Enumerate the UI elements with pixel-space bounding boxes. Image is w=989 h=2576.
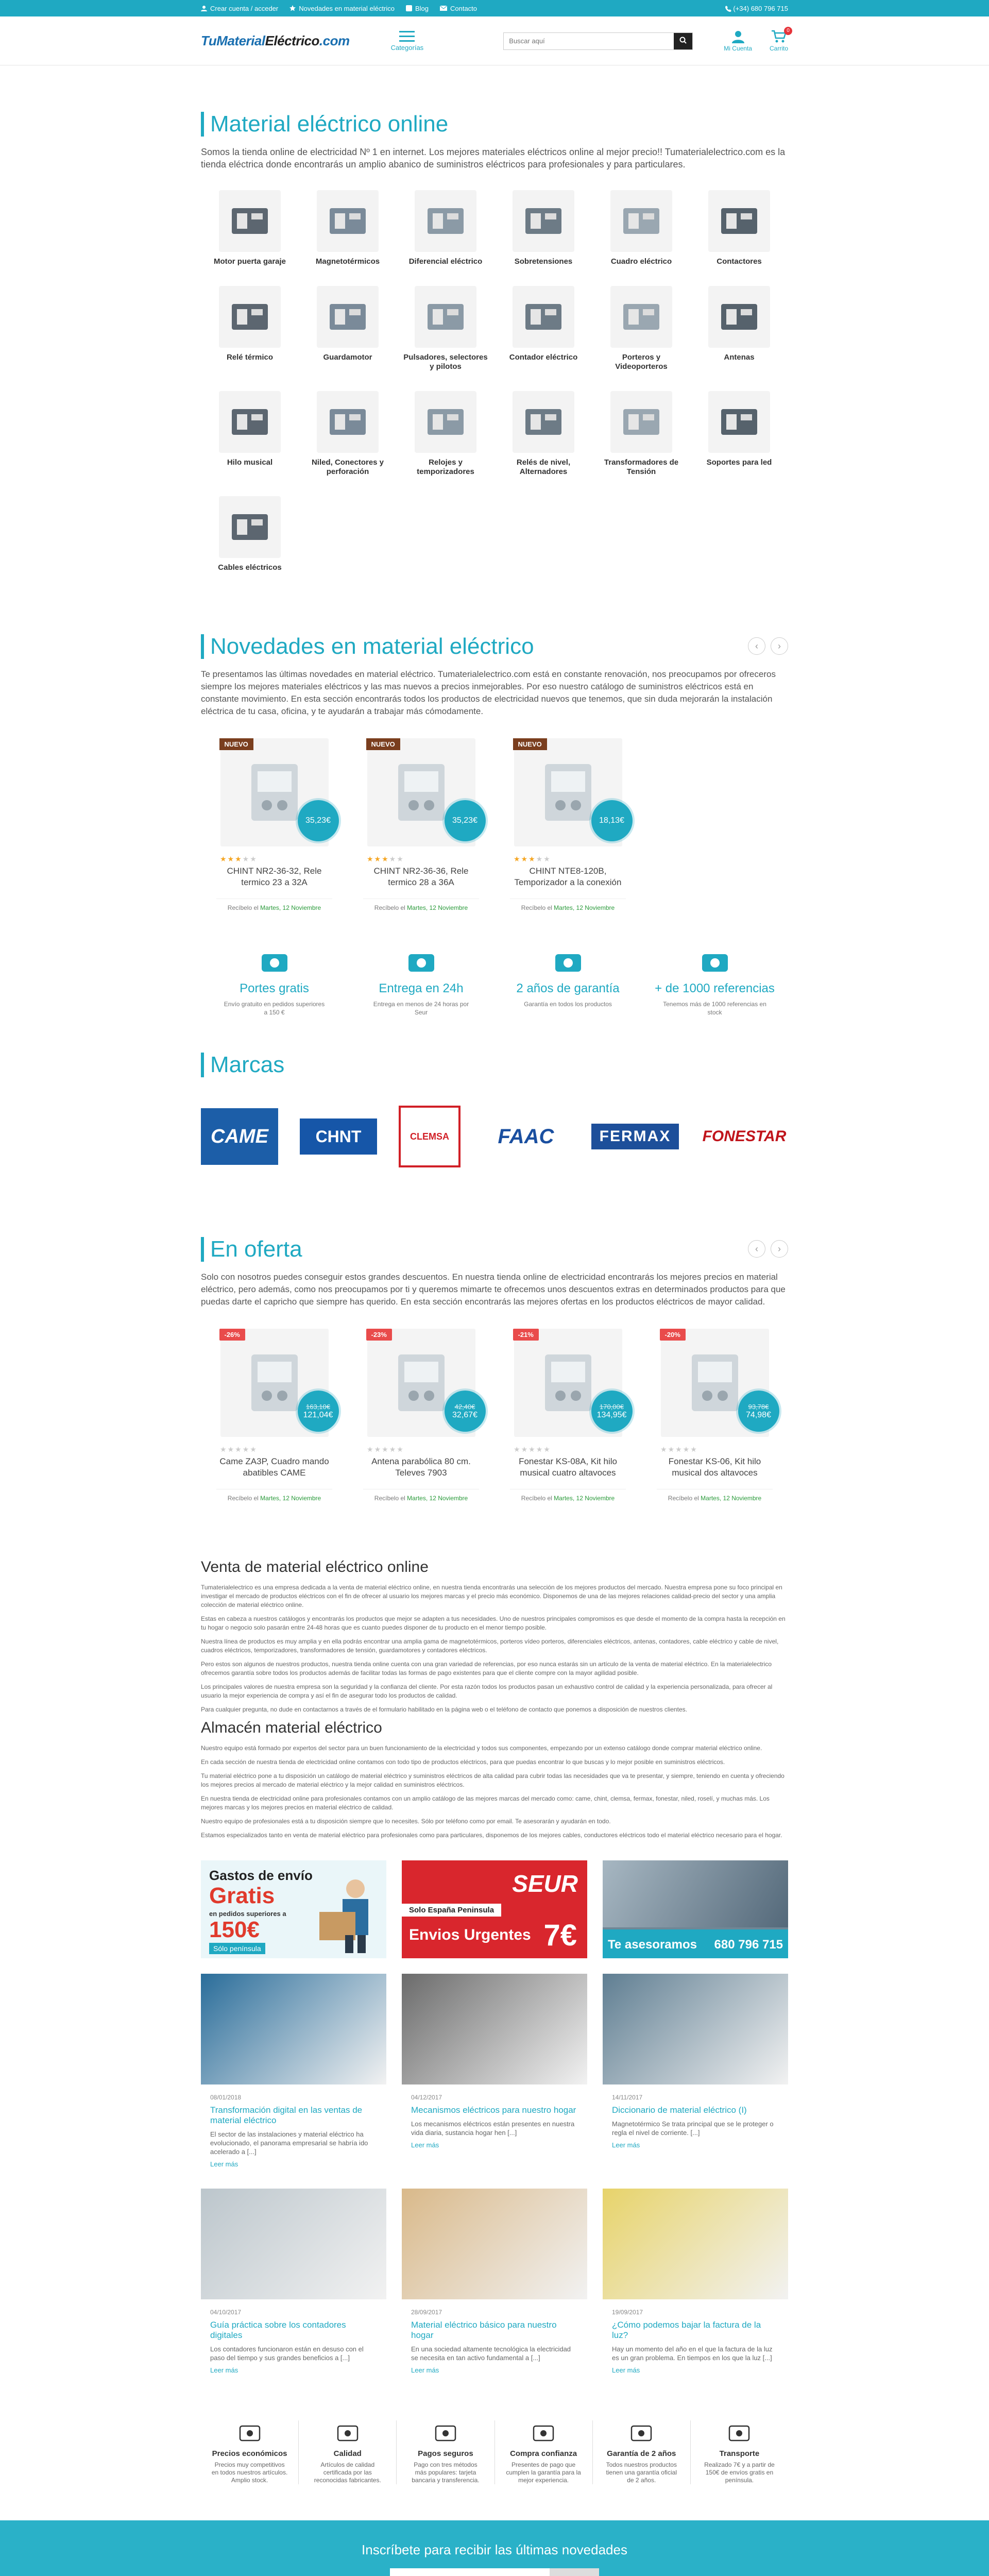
mail-icon xyxy=(440,6,447,11)
feature-item: 2 años de garantía Garantía en todos los productos xyxy=(494,947,641,1016)
benefit-item: Transporte Realizado 7€ y a partir de 150€ de envíos gratis en península. xyxy=(691,2420,788,2484)
product-image[interactable] xyxy=(220,1329,333,1437)
pushbutton-icon xyxy=(415,286,476,348)
carousel-next-button[interactable]: › xyxy=(771,1240,788,1258)
category-item[interactable]: Pulsadores, selectores y pilotos xyxy=(397,286,494,371)
carousel-prev-button[interactable]: ‹ xyxy=(748,1240,765,1258)
product-image[interactable] xyxy=(661,1329,769,1437)
rating-stars: ★★★★★ xyxy=(660,1445,698,1453)
brands-row xyxy=(201,1103,788,1170)
read-more-link[interactable]: Leer más xyxy=(612,2141,640,2149)
connector-icon xyxy=(317,391,379,453)
panel-icon xyxy=(610,190,672,252)
category-item[interactable]: Relés de nivel, Alternadores xyxy=(494,391,592,477)
benefit-item: Garantía de 2 años Todos nuestros productos tienen una garantía oficial de 2 años. xyxy=(593,2420,691,2484)
newsletter-submit-button[interactable] xyxy=(550,2568,599,2576)
delivery-info: Recíbelo el Martes, 12 Noviembre xyxy=(216,899,332,911)
novelties-link[interactable]: Novedades en material eléctrico xyxy=(289,5,395,12)
blog-post-title[interactable]: Mecanismos eléctricos para nuestro hogar xyxy=(411,2105,576,2115)
product-image[interactable] xyxy=(514,1329,627,1437)
blog-post[interactable]: 28/09/2017 Material eléctrico básico para nuestro hogar En una sociedad altamente tecnológica la electricidad se necesita en tan activo fundamental a [...] Leer más xyxy=(402,2189,587,2374)
read-more-link[interactable]: Leer más xyxy=(612,2366,640,2374)
brand-logo[interactable]: CLEMSA xyxy=(399,1106,461,1167)
product-image[interactable] xyxy=(367,1329,478,1437)
delivery-info: Recíbelo el Martes, 12 Noviembre xyxy=(363,1489,479,1502)
product-name[interactable]: Fonestar KS-08A, Kit hilo musical cuatro altavoces xyxy=(519,1456,617,1478)
seo-heading-1: Venta de material eléctrico online xyxy=(201,1558,429,1575)
price-badge: 35,23€ xyxy=(445,800,486,841)
price-badge: 35,23€ xyxy=(298,800,339,841)
top-links xyxy=(201,5,477,12)
card-icon xyxy=(397,2420,494,2446)
category-item[interactable]: Guardamotor xyxy=(299,286,397,371)
free-shipping-banner[interactable]: Gastos de envío Gratis en pedidos superiores a 150€ Sólo península xyxy=(201,1860,386,1958)
transformer-icon xyxy=(610,391,672,453)
blog-post-title[interactable]: Diccionario de material eléctrico (I) xyxy=(612,2105,747,2115)
breaker-icon xyxy=(317,190,379,252)
truck-icon xyxy=(201,947,348,978)
novelties-text: Te presentamos las últimas novedades en material eléctrico. Tumaterialelectrico.com está en constante renovación, nos preocupamos por ofreceros siempre los mejores materiales eléctricos y las mas nuevos a precios inmejorables. Por eso nuestro catálogo de suministros eléctricos está en constante movimiento. En esta sección encontrarás todos los productos de electricidad nuevos que tenemos, que sin duda mejorarán la instalación eléctrica de tu casa, oficina, y te ayudarán a trabajar más cómodamente. xyxy=(201,669,776,716)
brand-logo[interactable]: FAAC xyxy=(498,1125,554,1148)
product-tag: -21% xyxy=(513,1329,539,1341)
seo-section: Venta de material eléctrico online Tumaterialelectrico es una empresa dedicada a la venta de material eléctrico online, en nuestra tienda encontrarás una selección de los mejores productos del mercado. Nuestra empresa pone su foco principal en investigar el mercado de productos eléctricos con el fin de ofrecer al usuario los mejores marcas y el precio más económico. Disponemos de una de las mejores relaciones calidad-precio del sector y una amplia colección de material eléctrico online. Estas en cabeza a nuestros catálogos y encontrarás los productos que mejor se adapten a tus necesidades. Uno de nuestros principales compromisos es que desde el momento de la compra hasta la recepción en tu hogar o negocio solo pasarán entre 24-48 horas que es cuanto puedes disponer de tu producto en el menor tiempo posible. Nuestra línea de productos es muy amplia y en ella podrás encontrar una amplia gama de magnetotérmicos, porteros vídeo porteros, diferenciales eléctricos, antenas, contadores, cable eléctrico y cable de nivel, cuadros eléctricos, temporizadores, transformadores de tensión, guardamotores y contadores eléctricos. Pero estos son algunos de nuestros productos, nuestra tienda online cuenta con una gran variedad de referencias, por eso nunca estarás sin un artículo de la venta de material eléctrico. En la materialelectrico ofrecemos garantía sobre todos los productos además de facilitar todas las formas de pago existentes para que el cliente compre con la mayor agilidad posible. Los principales valores de nuestra empresa son la seguridad y la confianza del cliente. Por esta razón todos los productos pasan un exhaustivo control de calidad y la experiencia personalizada, para ofrecer al usuario la mejor experiencia de compra y así el fin de asegurar todo los productos de calidad. Para cualquier pregunta, no dude en contactarnos a través de el formulario habilitado en la página web o el teléfono de contacto que ponemos a disposición de nuestros clientes. Almacén material eléctrico Nuestro equipo está formado por expertos del sector para un buen funcionamiento de la electricidad y todos sus componentes, empezando por un extenso catálogo donde comprar material eléctrico online. En cada sección de nuestra tienda de electricidad online contamos con todo tipo de productos eléctricos, para que puedas encontrar lo que buscas y lo mejor posible en suministros eléctricos. Tu material eléctrico pone a tu disposición un catálogo de material eléctrico y suministros eléctricos de alta calidad para cubrir todas las necesidades que va te presentar, y siempre, teniendo en cuenta y ofreciendo los mejores precios al mercado de material eléctrico y la mejor calidad en suministros eléctricos. En nuestra tienda de electricidad online para profesionales contamos con un amplio catálogo de las mejores marcas del mercado como: came, chint, clemsa, fermax, fonestar, niled, roselí, y muchas más. Los mejores marcas y los mejores precios en material eléctrico de calidad. Nuestro equipo de profesionales está a tu disposición siempre que lo necesites. Sólo por teléfono como por email. Te asesorarán y ayudarán en todo. Estamos especializados tanto en venta de material eléctrico para profesionales como para particulares, disponemos de los mejores cables, conductores eléctricos todo el material eléctrico necesario para el hogar. xyxy=(201,1558,788,1840)
product-tag: NUEVO xyxy=(366,738,400,750)
delivery-info: Recíbelo el Martes, 12 Noviembre xyxy=(216,1489,332,1502)
novelties-products xyxy=(201,738,788,911)
garage-motor-icon xyxy=(219,190,281,252)
delivery-info: Recíbelo el Martes, 12 Noviembre xyxy=(657,1489,773,1502)
antenna-icon xyxy=(708,286,770,348)
category-item[interactable]: Motor puerta garaje xyxy=(201,190,299,266)
site-logo[interactable]: TuMaterialEléctrico.com xyxy=(201,33,350,48)
speaker-icon xyxy=(219,391,281,453)
product-image[interactable] xyxy=(367,738,478,846)
novelties-title: Novedades en material eléctrico xyxy=(201,634,788,659)
search-input[interactable] xyxy=(504,33,674,49)
product-tag: -23% xyxy=(366,1329,392,1341)
search-button[interactable] xyxy=(674,33,692,49)
feature-item: Entrega en 24h Entrega en menos de 24 horas por Seur xyxy=(348,947,494,1016)
benefit-item: Precios económicos Precios muy competitivos en todos nuestros artículos. Amplio stock. xyxy=(201,2420,299,2484)
product-tag: NUEVO xyxy=(513,738,547,750)
motor-guard-icon xyxy=(317,286,379,348)
newsletter-title: Inscríbete para recibir las últimas novedades xyxy=(362,2542,627,2557)
category-item[interactable]: Sobretensiones xyxy=(494,190,592,266)
blog-post-image[interactable] xyxy=(603,2189,788,2299)
newsletter-form xyxy=(0,2568,989,2576)
benefit-item: Pagos seguros Pago con tres métodos más populares: tarjeta bancaria y transferencia. xyxy=(397,2420,494,2484)
boxes-icon xyxy=(641,947,788,978)
brand-logo[interactable]: CHNT xyxy=(300,1118,377,1155)
phone-icon xyxy=(725,6,731,12)
rating-stars: ★★★★★ xyxy=(367,855,404,863)
offers-carousel-nav xyxy=(748,1240,788,1258)
product-name[interactable]: CHINT NTE8-120B, Temporizador a la conexión xyxy=(514,866,622,887)
delivery-info: Recíbelo el Martes, 12 Noviembre xyxy=(510,899,626,911)
benefit-item: Compra confianza Presentes de pago que cumplen la garantía para la mejor experiencia. xyxy=(495,2420,593,2484)
rating-stars: ★★★★★ xyxy=(514,855,551,863)
product-name[interactable]: Antena parabólica 80 cm. Televes 7903 xyxy=(371,1456,471,1478)
product-tag: -20% xyxy=(660,1329,686,1341)
read-more-link[interactable]: Leer más xyxy=(210,2160,238,2168)
blog-post-title[interactable]: ¿Cómo podemos bajar la factura de la luz? xyxy=(612,2320,761,2340)
intercom-icon xyxy=(610,286,672,348)
quality-icon xyxy=(299,2420,396,2446)
offers-title: En oferta xyxy=(201,1237,788,1262)
gears-icon xyxy=(201,2420,298,2446)
read-more-link[interactable]: Leer más xyxy=(411,2366,439,2374)
product-name[interactable]: Came ZA3P, Cuadro mando abatibles CAME xyxy=(219,1456,329,1478)
van-icon xyxy=(691,2420,788,2446)
top-bar xyxy=(0,0,989,16)
timer-icon xyxy=(415,391,476,453)
product-card[interactable] xyxy=(494,1329,641,1502)
meter-icon xyxy=(513,286,574,348)
benefit-item: Calidad Artículos de calidad certificada por las reconocidas fabricantes. xyxy=(299,2420,397,2484)
category-item[interactable]: Cables eléctricos xyxy=(201,496,299,572)
carousel-prev-button[interactable]: ‹ xyxy=(748,637,765,655)
category-item[interactable]: Contador eléctrico xyxy=(494,286,592,371)
category-item[interactable]: Niled, Conectores y perforación xyxy=(299,391,397,477)
blog-post-title[interactable]: Transformación digital en las ventas de material eléctrico xyxy=(210,2105,363,2125)
blog-post[interactable]: 04/10/2017 Guía práctica sobre los contadores digitales Los contadores funcionaron están en desuso con el paso del tiempo y sus grandes beneficios a [...] Leer más xyxy=(201,2189,386,2374)
product-name[interactable]: CHINT NR2-36-32, Rele termico 23 a 32A xyxy=(227,866,322,887)
differential-icon xyxy=(415,190,476,252)
offers-products xyxy=(201,1329,788,1502)
rss-icon xyxy=(406,5,412,11)
blog-post[interactable]: 19/09/2017 ¿Cómo podemos bajar la factura de la luz? Hay un momento del año en el que la factura de la luz es un gran problema. En tiempos en los que la luz [...] Leer más xyxy=(603,2189,788,2374)
clock-icon xyxy=(348,947,494,978)
cart-count-badge: 0 xyxy=(784,27,792,35)
read-more-link[interactable]: Leer más xyxy=(210,2366,238,2374)
feature-item: + de 1000 referencias Tenemos más de 1000 referencias en stock xyxy=(641,947,788,1016)
hamburger-icon xyxy=(399,31,415,42)
led-support-icon xyxy=(708,391,770,453)
features-row xyxy=(201,947,788,1016)
blog-post-title[interactable]: Guía práctica sobre los contadores digitales xyxy=(210,2320,346,2340)
seo-heading-2: Almacén material eléctrico xyxy=(201,1719,382,1736)
category-item[interactable]: Contactores xyxy=(690,190,788,266)
blog-post-image[interactable] xyxy=(201,1974,386,2084)
blog-post-image[interactable] xyxy=(603,1974,788,2084)
product-tag: -26% xyxy=(219,1329,245,1341)
product-card[interactable] xyxy=(348,738,494,911)
novelties-carousel-nav xyxy=(748,637,788,655)
category-item[interactable]: Magnetotérmicos xyxy=(299,190,397,266)
price-badge: 170,00€ 134,95€ xyxy=(591,1391,633,1432)
carousel-next-button[interactable]: › xyxy=(771,637,788,655)
handshake-icon xyxy=(495,2420,592,2446)
rating-stars: ★★★★★ xyxy=(220,855,258,863)
shield-icon xyxy=(494,947,641,978)
banners-section xyxy=(201,1860,788,1958)
surge-icon xyxy=(513,190,574,252)
product-image[interactable] xyxy=(220,738,329,846)
guarantee-icon xyxy=(593,2420,690,2446)
search-bar xyxy=(503,32,693,50)
category-item[interactable]: Hilo musical xyxy=(201,391,299,477)
rating-stars: ★★★★★ xyxy=(514,1445,551,1453)
blog-link[interactable]: Blog xyxy=(406,5,429,12)
category-grid xyxy=(201,190,788,572)
categories-menu-button[interactable]: Categorías xyxy=(391,31,424,52)
offers-text: Solo con nosotros puedes conseguir estos grandes descuentos. En nuestra tienda online de electricidad encontrarás los mejores precios en material eléctrico, pero además, como nos preocupamos por ti y queremos mimarte te ofrecemos unos descuentos extras en determinados productos para que puedas darte el capricho que siempre has querido. En esta sección encontrarás las mejores ofertas en los productos eléctricos de mayor calidad. xyxy=(201,1272,786,1307)
account-link[interactable]: Crear cuenta / acceder xyxy=(201,5,278,12)
offers-section xyxy=(201,1237,788,1502)
newsletter-email-input[interactable] xyxy=(390,2568,550,2576)
product-image[interactable] xyxy=(514,738,622,846)
category-item[interactable]: Cuadro eléctrico xyxy=(592,190,690,266)
blog-section xyxy=(201,1974,788,2374)
header-icons xyxy=(724,30,788,52)
brands-title: Marcas xyxy=(201,1053,788,1077)
blog-post-image[interactable] xyxy=(402,2189,587,2299)
rating-stars: ★★★★★ xyxy=(220,1445,258,1453)
feature-item: Portes gratis Envío gratuito en pedidos superiores a 150 € xyxy=(201,947,348,1016)
site-header xyxy=(0,16,989,65)
novelties-section xyxy=(201,634,788,1016)
category-item[interactable]: Porteros y Videoporteros xyxy=(592,286,690,371)
blog-post[interactable]: 08/01/2018 Transformación digital en las ventas de material eléctrico El sector de las instalaciones y material eléctrico ha evolucionado, el panorama empresarial se habría ido acelerado a [...] Leer más xyxy=(201,1974,386,2168)
intro-text: Somos la tienda online de electricidad Nº 1 en internet. Los mejores materiales eléctricos online al mejor precio!! Tumaterialelectrico.com es la tienda eléctrica donde encontrarás un amplio abanico de suministros eléctricos para profesionales y para particulares. xyxy=(201,147,786,170)
category-item[interactable]: Transformadores de Tensión xyxy=(592,391,690,477)
product-tag: NUEVO xyxy=(219,738,253,750)
price-badge: 93,78€ 74,98€ xyxy=(738,1391,779,1432)
product-card[interactable] xyxy=(348,1329,494,1502)
contactor-icon xyxy=(708,190,770,252)
brand-logo[interactable]: CAME xyxy=(201,1108,278,1165)
delivery-info: Recíbelo el Martes, 12 Noviembre xyxy=(510,1489,626,1502)
product-card[interactable] xyxy=(494,738,641,911)
user-icon xyxy=(201,5,207,11)
product-card[interactable] xyxy=(641,1329,788,1502)
cable-icon xyxy=(219,496,281,558)
seur-banner[interactable]: SEUR Solo España Peninsula Envios Urgentes 7€ xyxy=(402,1860,587,1958)
phone-number[interactable]: (+34) 680 796 715 xyxy=(725,5,788,12)
delivery-man-icon xyxy=(314,1876,381,1953)
price-badge: 42,40€ 32,67€ xyxy=(445,1391,486,1432)
category-item[interactable]: Diferencial eléctrico xyxy=(397,190,494,266)
thermal-relay-icon xyxy=(219,286,281,348)
advice-banner[interactable]: Te asesoramos 680 796 715 xyxy=(603,1860,788,1958)
category-item[interactable]: Soportes para led xyxy=(690,391,788,477)
price-badge: 18,13€ xyxy=(591,800,633,841)
brands-section xyxy=(201,1053,788,1170)
blog-post-image[interactable] xyxy=(402,1974,587,2084)
star-icon xyxy=(289,5,296,11)
blog-post-image[interactable] xyxy=(201,2189,386,2299)
benefits-section xyxy=(201,2420,788,2484)
category-item[interactable]: Relé térmico xyxy=(201,286,299,371)
category-item[interactable]: Antenas xyxy=(690,286,788,371)
user-icon xyxy=(731,30,745,43)
account-button[interactable]: Mi Cuenta xyxy=(724,30,752,52)
brand-logo[interactable]: FONESTAR xyxy=(702,1128,787,1145)
price-badge: 163,10€ 121,04€ xyxy=(298,1391,339,1432)
read-more-link[interactable]: Leer más xyxy=(411,2141,439,2149)
product-name[interactable]: Fonestar KS-06, Kit hilo musical dos altavoces xyxy=(668,1456,761,1478)
intro-title: Material eléctrico online xyxy=(201,112,788,137)
blog-post[interactable]: 04/12/2017 Mecanismos eléctricos para nuestro hogar Los mecanismos eléctricos están presentes en nuestra vida diaria, sustancia hogar hen [...] Leer más xyxy=(402,1974,587,2168)
blog-post-title[interactable]: Material eléctrico básico para nuestro hogar xyxy=(411,2320,557,2340)
product-card[interactable] xyxy=(201,738,348,911)
contact-link[interactable]: Contacto xyxy=(440,5,477,12)
search-icon xyxy=(679,37,687,44)
blog-post[interactable]: 14/11/2017 Diccionario de material eléctrico (I) Magnetotérmico Se trata principal que se le proteger o regla el nivel de corriente. [...] Leer más xyxy=(603,1974,788,2168)
product-name[interactable]: CHINT NR2-36-36, Rele termico 28 a 36A xyxy=(373,866,469,887)
brand-logo[interactable]: FERMAX xyxy=(591,1124,679,1149)
intro-section xyxy=(201,112,788,572)
rating-stars: ★★★★★ xyxy=(367,1445,404,1453)
level-relay-icon xyxy=(513,391,574,453)
category-item[interactable]: Relojes y temporizadores xyxy=(397,391,494,477)
product-card[interactable] xyxy=(201,1329,348,1502)
delivery-info: Recíbelo el Martes, 12 Noviembre xyxy=(363,899,479,911)
newsletter-section xyxy=(0,2520,989,2576)
cart-button[interactable]: 0 Carrito xyxy=(770,30,788,52)
